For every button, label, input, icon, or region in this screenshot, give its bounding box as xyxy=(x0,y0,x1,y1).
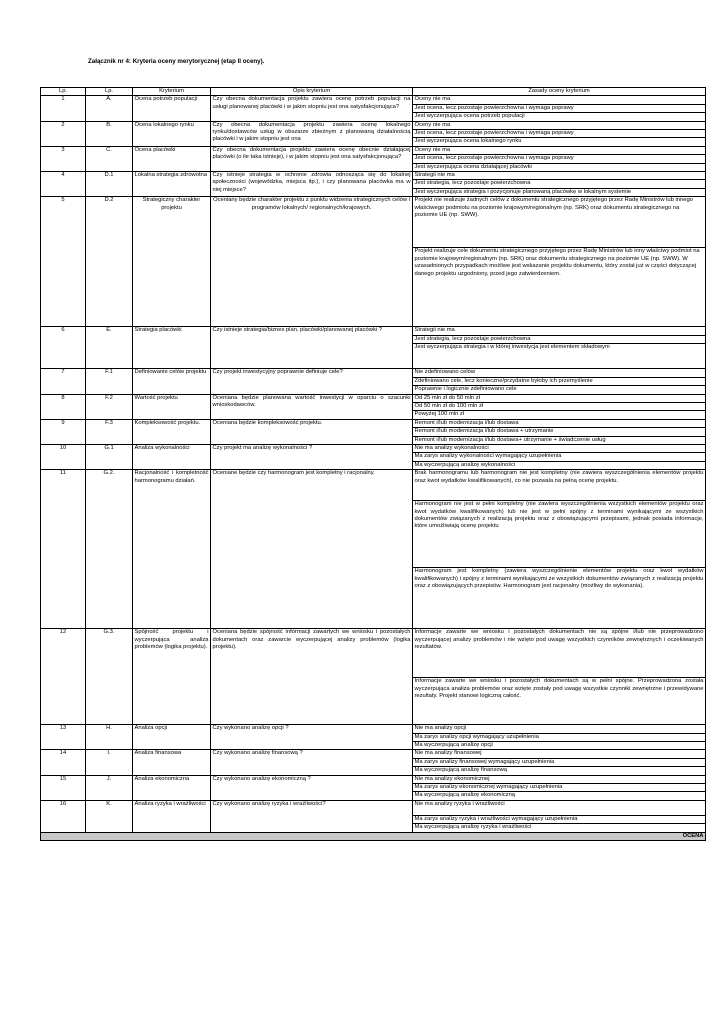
header-kryterium: Kryterium xyxy=(133,88,211,96)
rule-item: Ma zarys analizy finansowej wymagający uzupełnienia xyxy=(413,759,705,767)
row-rules xyxy=(413,444,706,469)
table-row xyxy=(41,470,706,629)
row-description: Czy projekt ma analizę wykonalności ? xyxy=(211,444,413,469)
row-number: 10 xyxy=(41,444,86,469)
row-description: Czy istnieje strategia/biznes plan, placówki/planowanej placówki ? xyxy=(211,327,413,369)
rule-item: Ma wyczerpującą analizę wykonalności xyxy=(414,461,516,468)
header-lp-code: Lp. xyxy=(86,88,133,96)
row-description: Czy obecna dokumentacja projektu zawiera ocenę lokalnego rynku/dostawców usług w obszarze zbieżnym z planowaną działalnością placówki i w jakim stopniu jest ona xyxy=(211,121,413,146)
table-row xyxy=(41,121,706,146)
row-code: F.1 xyxy=(86,369,133,394)
table-row xyxy=(41,419,706,444)
rule-item: Jest wyczerpująca ocena potrzeb populacji xyxy=(414,113,525,120)
rule-item: Jest ocena, lecz pozostaje powierzchowna i wymaga poprawy xyxy=(413,130,705,138)
rule-item: Strategii nie ma xyxy=(413,172,705,180)
row-code: E. xyxy=(86,327,133,369)
rule-item: Oceny nie ma xyxy=(413,147,705,155)
row-description: Czy wykonano analizę ekonomiczną ? xyxy=(211,775,413,800)
row-rules xyxy=(413,121,706,146)
row-number: 1 xyxy=(41,96,86,121)
rule-item: Jest strategia, lecz pozostaje powierzchowna xyxy=(413,180,705,188)
rule-item: Harmonogram jest kompletny (zawiera wyszczególnienie elementów projektu oraz kwot wydatków kwalifikowanych) i spójny z terminami wynikającymi ze wszystkich dokumentów związanych z realizacją projektu oraz z obowiązujących przepisów. Harmonogram jest racjonalny (możliwy do wykonania). xyxy=(414,568,704,589)
table-row xyxy=(41,775,706,800)
row-rules xyxy=(413,775,706,800)
table-row xyxy=(41,629,706,725)
row-rules xyxy=(413,800,706,832)
row-description: Czy obecna dokumentacja projektu zawiera ocenę obecnie działającej placówki (o ile taka istnieje), i w jakim stopniu jest ona satysfakcjonująca? xyxy=(211,146,413,171)
row-number: 8 xyxy=(41,394,86,419)
rule-item: Oceny nie ma xyxy=(413,96,705,104)
row-number: 15 xyxy=(41,775,86,800)
row-code: D.1 xyxy=(86,172,133,197)
summary-row xyxy=(41,832,706,840)
row-criterion: Wartość projektu xyxy=(133,394,211,419)
row-code: I. xyxy=(86,750,133,775)
row-rules xyxy=(413,369,706,394)
row-rules xyxy=(413,419,706,444)
rule-item: Od 25 mln zł do 50 mln zł xyxy=(413,395,705,403)
row-rules xyxy=(413,394,706,419)
row-criterion: Definiowanie celów projektu xyxy=(133,369,211,394)
rule-item: Jest wyczerpująca strategia i w której inwestycja jest elementem składowym xyxy=(414,344,610,351)
table-row xyxy=(41,197,706,327)
rule-item: Remont i/lub modernizacja i/lub dostawa + utrzymanie xyxy=(413,428,705,436)
rule-item: Ma wyczerpującą analizę opcji xyxy=(414,741,493,748)
row-number: 9 xyxy=(41,419,86,444)
row-number: 13 xyxy=(41,725,86,750)
row-description: Oceniana będzie planowana wartość inwestycji w oparciu o szacunki wnioskodawców. xyxy=(211,394,413,419)
row-criterion: Kompleksowość projektu. xyxy=(133,419,211,444)
rule-item: Jest wyczerpująca strategia i pozycjonuje planowaną placówkę w lokalnym systemie xyxy=(414,188,632,195)
table-row xyxy=(41,800,706,832)
row-criterion: Ocena placówki xyxy=(133,146,211,171)
row-criterion: Analiza opcji xyxy=(133,725,211,750)
row-description: Czy wykonano analizę finansową ? xyxy=(211,750,413,775)
row-number: 2 xyxy=(41,121,86,146)
header-lp: Lp. xyxy=(41,88,86,96)
table-row xyxy=(41,146,706,171)
header-opis: Opis kryterium xyxy=(211,88,413,96)
rule-item: Ma wyczerpującą analizę ryzyka i wrażliwości xyxy=(414,824,532,831)
header-zasady: Zasady oceny kryterium xyxy=(413,88,706,96)
row-number: 12 xyxy=(41,629,86,725)
rule-item: Projekt nie realizuje żadnych celów z dokumentu strategicznego przyjętego przez Radę Ministrów lub innego właściwego podmiotu na poziomie krajowym/regionalnym (np. SRK) oraz dokumentu strategicznego na poziomie UE (np. SWW). xyxy=(413,197,705,248)
document-title: Załącznik nr 4: Kryteria oceny merytorycznej (etap II oceny). xyxy=(88,58,265,65)
row-code: A. xyxy=(86,96,133,121)
row-number: 5 xyxy=(41,197,86,327)
row-criterion: Analiza ekonomiczna xyxy=(133,775,211,800)
row-rules xyxy=(413,327,706,369)
rule-item: Zdefiniowano cele, lecz konieczne/przydatne byłoby ich przemyślenie xyxy=(413,378,705,386)
rule-item: Informacje zawarte we wniosku i pozostałych dokumentach są w pełni spójne. Przeprowadzona została wyczerpująca analiza problemów oraz wzięte zostały pod uwagę wszystkie czynniki zewnętrzne i przewidywane rezultaty. Projekt stanowi logiczną całość. xyxy=(414,678,704,699)
row-code: F.3 xyxy=(86,419,133,444)
table-row xyxy=(41,444,706,469)
row-number: 11 xyxy=(41,470,86,629)
row-code: G.3. xyxy=(86,629,133,725)
rule-item: Ma zarys analizy wykonalności wymagający uzupełnienia xyxy=(413,453,705,461)
row-description: Czy wykonano analizę ryzyka i wrażliwości? xyxy=(211,800,413,832)
rule-item: Projekt realizuje cele dokumentu strategicznego przyjętego przez Radę Ministrów lub inny właściwy podmiot na poziomie krajowym/regionalnym (np. SRK) oraz dokumentu strategicznego na poziomie UE (np. SWW). W uzasadnionych przypadkach możliwe jest wskazanie projektu dokumentu, który został już w części dotyczącej danego projektu uzgodniony, przed jego zatwierdzeniem. xyxy=(414,248,700,277)
row-rules xyxy=(413,172,706,197)
rule-item: Strategii nie ma xyxy=(413,327,705,335)
rule-item: Nie ma analizy wykonalności xyxy=(413,445,705,453)
row-rules xyxy=(413,197,706,327)
rule-item: Poprawnie i logicznie zdefiniowano cele xyxy=(414,386,517,393)
rule-item: Informacje zawarte we wniosku i pozostałych dokumentach nie są spójne i/lub nie przeprowadzono wyczerpującej analizy problemów i nie wzięto pod uwagę wszystkich czynników zewnętrznych i oczekiwanych rezultatów. xyxy=(413,629,705,678)
row-criterion: Analiza finansowa xyxy=(133,750,211,775)
rule-item: Brak harmonogramu lub harmonogram nie jest kompletny (nie zawiera wyszczególnienia elementów projektu oraz kwot wydatków kwalifikowanych), co nie pozwala na pełną ocenę projektu. xyxy=(413,470,705,501)
row-description: Czy wykonano analizę opcji ? xyxy=(211,725,413,750)
row-criterion: Analiza ryzyka i wrażliwości xyxy=(133,800,211,832)
rule-item: Oceny nie ma xyxy=(413,122,705,130)
row-description: Czy istnieje strategia w ochronie zdrowia odnosząca się do lokalnej społeczności (wojewódzka, miejsca itp.), i czy planowana placówka ma w niej miejsce? xyxy=(211,172,413,197)
summary-label: OCENA xyxy=(41,832,706,840)
row-rules xyxy=(413,629,706,725)
table-row xyxy=(41,172,706,197)
rule-item: Ma zarys analizy opcji wymagający uzupełnienia xyxy=(413,734,705,742)
row-code: G.1 xyxy=(86,444,133,469)
rule-item: Remont i/lub modernizacja i/lub dostawa xyxy=(413,420,705,428)
row-code: J. xyxy=(86,775,133,800)
rule-item: Remont i/lub modernizacja i/lub dostawa+ utrzymanie + świadczenie usług xyxy=(414,436,606,443)
rule-item: Jest ocena, lecz pozostaje powierzchowna i wymaga poprawy xyxy=(413,155,705,163)
row-criterion: Ocena lokalnego rynku xyxy=(133,121,211,146)
row-description: Oceniany będzie charakter projektu z punktu widzenia strategicznych celów i programów lokalnych/ regionalnych/krajowych. xyxy=(211,197,413,327)
table-row xyxy=(41,750,706,775)
row-code: C. xyxy=(86,146,133,171)
table-header-row xyxy=(41,88,706,96)
row-rules xyxy=(413,470,706,629)
rule-item: Nie ma analizy opcji xyxy=(413,725,705,733)
row-code: G.2. xyxy=(86,470,133,629)
rule-item: Jest wyczerpująca ocena działającej placówki xyxy=(414,163,532,170)
row-criterion: Ocena potrzeb populacji xyxy=(133,96,211,121)
rule-item: Harmonogram nie jest w pełni kompletny (nie zawiera wyszczególnienia wszystkich elementów projektu oraz kwot wydatków kwalifikowanych) lub nie jest w pełni spójny z terminami wynikającymi ze wszystkich dokumentów związanych z realizacją projektu oraz z obowiązującymi przepisami, jednak posiada informacje, które umożliwiają ocenę projektu xyxy=(413,501,705,568)
row-number: 7 xyxy=(41,369,86,394)
row-description: Czy obecna dokumentacja projektu zawiera ocenę potrzeb populacji na usługi planowanej placówki i w jakim stopniu jest ona satysfakcjonująca? xyxy=(211,96,413,121)
rule-item: Nie zdefiniowano celów xyxy=(413,369,705,377)
row-rules xyxy=(413,725,706,750)
rule-item: Jest wyczerpująca ocena lokalnego rynku xyxy=(414,138,522,145)
row-number: 4 xyxy=(41,172,86,197)
rule-item: Nie ma analizy ryzyka i wrażliwości xyxy=(413,801,705,816)
rule-item: Nie ma analizy finansowej xyxy=(413,750,705,758)
table-row xyxy=(41,96,706,121)
row-criterion: Racjonalność i kompletność harmonogramu działań. xyxy=(133,470,211,629)
row-number: 14 xyxy=(41,750,86,775)
criteria-table xyxy=(40,87,706,841)
row-criterion: Lokalna strategia zdrowotna xyxy=(133,172,211,197)
row-criterion: Analiza wykonalności xyxy=(133,444,211,469)
row-code: F.2 xyxy=(86,394,133,419)
rule-item: Jest ocena, lecz pozostaje powierzchowna i wymaga poprawy xyxy=(413,105,705,113)
row-code: D.2 xyxy=(86,197,133,327)
row-rules xyxy=(413,96,706,121)
rule-item: Ma zarys analizy ekonomicznej wymagający uzupełnienia xyxy=(413,784,705,792)
row-code: H. xyxy=(86,725,133,750)
row-criterion: Strategiczny charakter projektu xyxy=(133,197,211,327)
row-description: Oceniane będzie czy harmonogram jest kompletny i racjonalny. xyxy=(211,470,413,629)
row-rules xyxy=(413,146,706,171)
row-code: B. xyxy=(86,121,133,146)
table-row xyxy=(41,725,706,750)
table-row xyxy=(41,327,706,369)
rule-item: Ma zarys analizy ryzyka i wrażliwości wymagający uzupełnienia xyxy=(413,816,705,824)
rule-item: Ma wyczerpującą analizę ekonomiczną xyxy=(414,792,516,799)
row-criterion: Strategia placówki xyxy=(133,327,211,369)
rule-item: Jest strategia, lecz pozostaje powierzchowna xyxy=(413,336,705,344)
table-row xyxy=(41,394,706,419)
row-description: Oceniana będzie spójność informacji zawartych we wniosku i pozostałych dokumentach oraz zawarcie wyczerpującej analizy problemów (logika projektu). xyxy=(211,629,413,725)
table-row xyxy=(41,369,706,394)
row-rules xyxy=(413,750,706,775)
row-description: Czy projekt inwestycyjny poprawnie definiuje cele? xyxy=(211,369,413,394)
row-criterion: Spójność projektu i wyczerpująca analiza problemów (logika projektu). xyxy=(133,629,211,725)
rule-item: Ma wyczerpującą analizę finansową xyxy=(414,767,507,774)
rule-item: Od 50 mln zł do 100 mln zł xyxy=(413,403,705,411)
row-description: Oceniana będzie kompleksowość projektu. xyxy=(211,419,413,444)
rule-item: Nie ma analizy ekonomicznej xyxy=(413,776,705,784)
row-code: K. xyxy=(86,800,133,832)
rule-item: Powyżej 100 mln zł xyxy=(414,411,465,418)
row-number: 16 xyxy=(41,800,86,832)
row-number: 6 xyxy=(41,327,86,369)
row-number: 3 xyxy=(41,146,86,171)
